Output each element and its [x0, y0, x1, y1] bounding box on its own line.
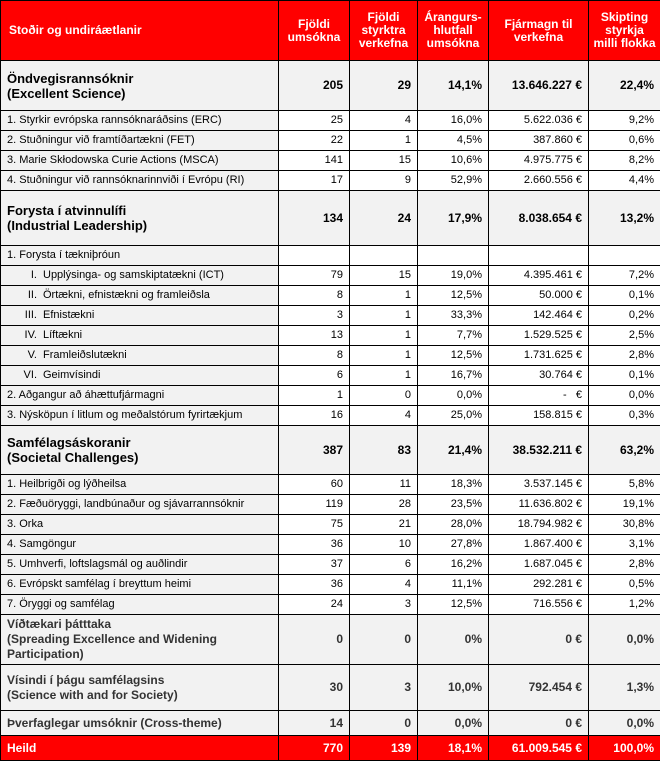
- row-label: 4. Samgöngur: [1, 535, 279, 555]
- funded-cell: 3: [350, 665, 418, 711]
- amount-cell: 13.646.227 €: [489, 61, 589, 111]
- row-label: 2. Stuðningur við framtíðartækni (FET): [1, 131, 279, 151]
- funded-cell: 1: [350, 346, 418, 366]
- rate-cell: 14,1%: [418, 61, 489, 111]
- section-row-excellent-science: [1, 61, 660, 111]
- table-row-materials: [1, 306, 660, 326]
- funded-cell: 15: [350, 266, 418, 286]
- applications-cell: 22: [279, 131, 350, 151]
- row-label: 7. Öryggi og samfélag: [1, 595, 279, 615]
- amount-cell: 1.731.625 €: [489, 346, 589, 366]
- section-row-industrial-leadership: [1, 191, 660, 246]
- rate-cell: 0,0%: [418, 711, 489, 736]
- table-row-risk-finance: [1, 386, 660, 406]
- row-label: I. Upplýsinga- og samskiptatækni (ICT): [1, 266, 279, 286]
- rate-cell: 0%: [418, 615, 489, 665]
- header-funding-share: Skipting styrkja milli flokka: [589, 1, 660, 61]
- applications-cell: 3: [279, 306, 350, 326]
- applications-cell: 6: [279, 366, 350, 386]
- funded-cell: 4: [350, 575, 418, 595]
- section-label: Samfélagsáskoranir (Societal Challenges): [1, 426, 279, 475]
- applications-cell: 60: [279, 475, 350, 495]
- table-row-climate: [1, 555, 660, 575]
- applications-cell: 36: [279, 535, 350, 555]
- applications-cell: 119: [279, 495, 350, 515]
- funded-cell: 24: [350, 191, 418, 246]
- funded-cell: 139: [350, 736, 418, 761]
- rate-cell: 4,5%: [418, 131, 489, 151]
- applications-cell: 8: [279, 346, 350, 366]
- share-cell: 2,8%: [589, 346, 660, 366]
- funded-cell: 15: [350, 151, 418, 171]
- funded-cell: 11: [350, 475, 418, 495]
- rate-cell: 12,5%: [418, 346, 489, 366]
- amount-cell: 716.556 €: [489, 595, 589, 615]
- share-cell: 63,2%: [589, 426, 660, 475]
- rate-cell: 0,0%: [418, 386, 489, 406]
- table-row-inclusive: [1, 575, 660, 595]
- amount-cell: 4.395.461 €: [489, 266, 589, 286]
- share-cell: [589, 246, 660, 266]
- rate-cell: [418, 246, 489, 266]
- section-row-widening: [1, 615, 660, 665]
- table-row-health: [1, 475, 660, 495]
- table-row-erc: [1, 111, 660, 131]
- share-cell: 8,2%: [589, 151, 660, 171]
- table-row-transport: [1, 535, 660, 555]
- table-row-msca: [1, 151, 660, 171]
- amount-cell: 0 €: [489, 615, 589, 665]
- share-cell: 13,2%: [589, 191, 660, 246]
- funded-cell: 10: [350, 535, 418, 555]
- share-cell: 0,6%: [589, 131, 660, 151]
- amount-cell: 1.529.525 €: [489, 326, 589, 346]
- header-funded-projects: Fjöldi styrktra verkefna: [350, 1, 418, 61]
- roman-numeral: I.: [30, 269, 37, 281]
- header-funding-amount: Fjármagn til verkefna: [489, 1, 589, 61]
- section-label: Þverfaglegar umsóknir (Cross-theme): [1, 711, 279, 736]
- funded-cell: 1: [350, 286, 418, 306]
- applications-cell: 16: [279, 406, 350, 426]
- funded-cell: [350, 246, 418, 266]
- section-row-science-with-society: [1, 665, 660, 711]
- funded-cell: 0: [350, 711, 418, 736]
- rate-cell: 28,0%: [418, 515, 489, 535]
- share-cell: 19,1%: [589, 495, 660, 515]
- row-label: 1. Heilbrigði og lýðheilsa: [1, 475, 279, 495]
- table-row-sme: [1, 406, 660, 426]
- row-label: 5. Umhverfi, loftslagsmál og auðlindir: [1, 555, 279, 575]
- rate-cell: 10,0%: [418, 665, 489, 711]
- rate-cell: 21,4%: [418, 426, 489, 475]
- funded-cell: 4: [350, 111, 418, 131]
- funded-cell: 29: [350, 61, 418, 111]
- funded-cell: 1: [350, 366, 418, 386]
- amount-cell: 792.454 €: [489, 665, 589, 711]
- table-row-manufacturing: [1, 346, 660, 366]
- applications-cell: 387: [279, 426, 350, 475]
- amount-cell: 1.687.045 €: [489, 555, 589, 575]
- funded-cell: 4: [350, 406, 418, 426]
- share-cell: 0,0%: [589, 386, 660, 406]
- row-label: 2. Fæðuöryggi, landbúnaður og sjávarrannsóknir: [1, 495, 279, 515]
- applications-cell: 8: [279, 286, 350, 306]
- applications-cell: 17: [279, 171, 350, 191]
- row-label: V. Framleiðslutækni: [1, 346, 279, 366]
- share-cell: 7,2%: [589, 266, 660, 286]
- rate-cell: 16,7%: [418, 366, 489, 386]
- funded-cell: 83: [350, 426, 418, 475]
- header-row: [1, 1, 660, 61]
- applications-cell: 0: [279, 615, 350, 665]
- funded-cell: 0: [350, 615, 418, 665]
- share-cell: 100,0%: [589, 736, 660, 761]
- rate-cell: 7,7%: [418, 326, 489, 346]
- header-success-rate: Árangurs-hlutfall umsókna: [418, 1, 489, 61]
- section-row-cross-theme: [1, 711, 660, 736]
- rate-cell: 23,5%: [418, 495, 489, 515]
- roman-numeral: III.: [24, 309, 37, 321]
- applications-cell: 141: [279, 151, 350, 171]
- share-cell: 4,4%: [589, 171, 660, 191]
- header-pillars: Stoðir og undiráætlanir: [1, 1, 279, 61]
- share-cell: 0,5%: [589, 575, 660, 595]
- total-row: [1, 736, 660, 761]
- funded-cell: 3: [350, 595, 418, 615]
- roman-numeral: VI.: [23, 369, 37, 381]
- header-applications: Fjöldi umsókna: [279, 1, 350, 61]
- applications-cell: 25: [279, 111, 350, 131]
- applications-cell: 79: [279, 266, 350, 286]
- amount-cell: 292.281 €: [489, 575, 589, 595]
- row-label: 3. Marie Skłodowska Curie Actions (MSCA): [1, 151, 279, 171]
- funded-cell: 1: [350, 326, 418, 346]
- amount-cell: 2.660.556 €: [489, 171, 589, 191]
- section-label: Víðtækari þátttaka (Spreading Excellence and Widening Participation): [1, 615, 279, 665]
- rate-cell: 17,9%: [418, 191, 489, 246]
- rate-cell: 18,1%: [418, 736, 489, 761]
- row-label: 2. Aðgangur að áhættufjármagni: [1, 386, 279, 406]
- amount-cell: 38.532.211 €: [489, 426, 589, 475]
- rate-cell: 11,1%: [418, 575, 489, 595]
- share-cell: 1,2%: [589, 595, 660, 615]
- amount-cell: 142.464 €: [489, 306, 589, 326]
- amount-cell: 61.009.545 €: [489, 736, 589, 761]
- row-label: 1. Forysta í tækniþróun: [1, 246, 279, 266]
- rate-cell: 18,3%: [418, 475, 489, 495]
- amount-cell: [489, 246, 589, 266]
- section-label: Vísindi í þágu samfélagsins (Science with and for Society): [1, 665, 279, 711]
- rate-cell: 16,0%: [418, 111, 489, 131]
- rate-cell: 33,3%: [418, 306, 489, 326]
- funded-cell: 28: [350, 495, 418, 515]
- amount-cell: 50.000 €: [489, 286, 589, 306]
- row-label: VI. Geimvísindi: [1, 366, 279, 386]
- table-row-leit: [1, 246, 660, 266]
- rate-cell: 12,5%: [418, 595, 489, 615]
- applications-cell: 134: [279, 191, 350, 246]
- applications-cell: 24: [279, 595, 350, 615]
- rate-cell: 27,8%: [418, 535, 489, 555]
- share-cell: 0,1%: [589, 286, 660, 306]
- table-row-biotech: [1, 326, 660, 346]
- applications-cell: 14: [279, 711, 350, 736]
- rate-cell: 10,6%: [418, 151, 489, 171]
- amount-cell: 8.038.654 €: [489, 191, 589, 246]
- share-cell: 0,0%: [589, 711, 660, 736]
- roman-numeral: II.: [27, 289, 37, 301]
- rate-cell: 12,5%: [418, 286, 489, 306]
- table-row-fet: [1, 131, 660, 151]
- funded-cell: 1: [350, 131, 418, 151]
- row-label: 6. Evrópskt samfélag í breyttum heimi: [1, 575, 279, 595]
- funded-cell: 1: [350, 306, 418, 326]
- table-row-energy: [1, 515, 660, 535]
- amount-cell: 0 €: [489, 711, 589, 736]
- applications-cell: 36: [279, 575, 350, 595]
- applications-cell: 37: [279, 555, 350, 575]
- roman-numeral: IV.: [24, 329, 37, 341]
- funded-cell: 6: [350, 555, 418, 575]
- row-label: 3. Nýsköpun í litlum og meðalstórum fyrirtækjum: [1, 406, 279, 426]
- share-cell: 3,1%: [589, 535, 660, 555]
- table-row-ict: [1, 266, 660, 286]
- applications-cell: 205: [279, 61, 350, 111]
- row-label: 4. Stuðningur við rannsóknarinnviði í Evrópu (RI): [1, 171, 279, 191]
- amount-cell: 18.794.982 €: [489, 515, 589, 535]
- share-cell: 5,8%: [589, 475, 660, 495]
- table-row-space: [1, 366, 660, 386]
- amount-cell: - €: [489, 386, 589, 406]
- amount-cell: 158.815 €: [489, 406, 589, 426]
- amount-cell: 3.537.145 €: [489, 475, 589, 495]
- amount-cell: 11.636.802 €: [489, 495, 589, 515]
- share-cell: 0,2%: [589, 306, 660, 326]
- row-label: IV. Líftækni: [1, 326, 279, 346]
- share-cell: 22,4%: [589, 61, 660, 111]
- table-row-food: [1, 495, 660, 515]
- applications-cell: 30: [279, 665, 350, 711]
- funded-cell: 21: [350, 515, 418, 535]
- table-row-nano: [1, 286, 660, 306]
- amount-cell: 30.764 €: [489, 366, 589, 386]
- funded-cell: 0: [350, 386, 418, 406]
- row-label: II. Örtækni, efnistækni og framleiðsla: [1, 286, 279, 306]
- share-cell: 2,5%: [589, 326, 660, 346]
- roman-numeral: V.: [27, 349, 37, 361]
- rate-cell: 52,9%: [418, 171, 489, 191]
- applications-cell: 770: [279, 736, 350, 761]
- row-label: III. Efnistækni: [1, 306, 279, 326]
- row-label: 3. Orka: [1, 515, 279, 535]
- share-cell: 30,8%: [589, 515, 660, 535]
- share-cell: 0,0%: [589, 615, 660, 665]
- applications-cell: 13: [279, 326, 350, 346]
- amount-cell: 4.975.775 €: [489, 151, 589, 171]
- table-row-secure: [1, 595, 660, 615]
- share-cell: 9,2%: [589, 111, 660, 131]
- table-row-ri: [1, 171, 660, 191]
- rate-cell: 16,2%: [418, 555, 489, 575]
- share-cell: 0,1%: [589, 366, 660, 386]
- share-cell: 0,3%: [589, 406, 660, 426]
- section-row-societal-challenges: [1, 426, 660, 475]
- amount-cell: 387.860 €: [489, 131, 589, 151]
- rate-cell: 19,0%: [418, 266, 489, 286]
- share-cell: 1,3%: [589, 665, 660, 711]
- section-label: Forysta í atvinnulífi (Industrial Leadership): [1, 191, 279, 246]
- row-label: 1. Styrkir evrópska rannsóknaráðsins (ERC): [1, 111, 279, 131]
- applications-cell: 1: [279, 386, 350, 406]
- amount-cell: 5.622.036 €: [489, 111, 589, 131]
- funded-cell: 9: [350, 171, 418, 191]
- amount-cell: 1.867.400 €: [489, 535, 589, 555]
- total-label: Heild: [1, 736, 279, 761]
- applications-cell: [279, 246, 350, 266]
- share-cell: 2,8%: [589, 555, 660, 575]
- rate-cell: 25,0%: [418, 406, 489, 426]
- applications-cell: 75: [279, 515, 350, 535]
- section-label: Öndvegisrannsóknir (Excellent Science): [1, 61, 279, 111]
